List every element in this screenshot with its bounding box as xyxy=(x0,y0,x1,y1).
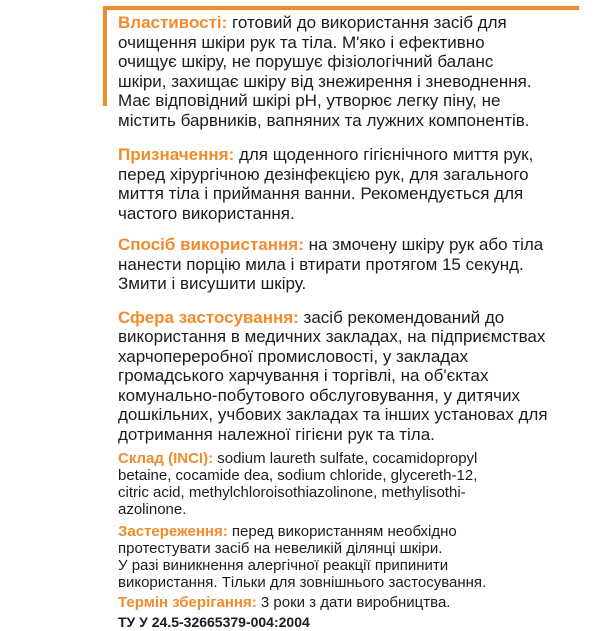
scope-line-7: дотримання належної гігієни рук та тіла. xyxy=(118,424,435,444)
storage-line-1: Термін зберігання: 3 роки з дати виробництва. xyxy=(118,594,451,611)
scope-line-5: комунально-побутового обслуговування, у дитячих xyxy=(118,385,521,405)
purpose-line-3: миття тіла і приймання ванни. Рекомендується для xyxy=(118,184,524,203)
warnings-line-1: Застереження: перед використанням необхідно xyxy=(118,523,457,540)
method-section xyxy=(118,235,592,294)
scope-line-2: використання в медичних закладах, на підприємствах xyxy=(118,327,546,346)
purpose-line-2: перед хірургічною дезінфекцією рук, для загального xyxy=(118,164,529,184)
warnings-section xyxy=(118,523,592,591)
scope-section xyxy=(118,308,592,445)
purpose-line-4: частого використання. xyxy=(118,203,295,223)
tu-standard-code: ТУ У 24.5-32665379-004:2004 xyxy=(118,614,310,630)
scope-heading: Сфера застосування: xyxy=(118,307,299,327)
inci-line-1: Склад (INCI): sodium laureth sulfate, cocamidopropyl xyxy=(118,450,478,467)
purpose-line-1: Призначення: для щоденного гігієнічного миття рук, xyxy=(118,145,534,164)
purpose-heading: Призначення: xyxy=(118,145,235,164)
inci-section xyxy=(118,450,592,518)
properties-line-6: містить барвників, вапняних та лужних компонентів. xyxy=(118,110,530,130)
method-line-1: Спосіб використання: на змочену шкіру рук або тіла xyxy=(118,235,544,254)
inci-line-2: betaine, cocamide dea, sodium chloride, glycereth-12, xyxy=(118,467,478,484)
method-line-2: нанести порцію мила і втирати протягом 15 секунд. xyxy=(118,254,524,274)
properties-line-2: очищення шкіри рук та тіла. М'яко і ефективно xyxy=(118,32,485,52)
storage-heading: Термін зберігання: xyxy=(118,594,257,611)
method-line-3: Змити і висушити шкіру. xyxy=(118,274,307,293)
label-text-block xyxy=(118,13,592,631)
properties-line-3: очищує шкіру, не порушує фізіологічний баланс xyxy=(118,52,494,71)
properties-line-5: Має відповідний шкірі pH, утворює легку піну, не xyxy=(118,91,501,110)
storage-section xyxy=(118,594,592,611)
warnings-line-2: протестувати засіб на невеликій ділянці шкіри. xyxy=(118,540,443,557)
properties-heading: Властивості: xyxy=(118,13,228,32)
scope-line-1: Сфера застосування: засіб рекомендований до xyxy=(118,307,505,327)
warnings-line-4: використання. Тільки для зовнішнього застосування. xyxy=(118,574,487,591)
inci-line-4: azolinone. xyxy=(118,501,187,518)
orange-left-rule xyxy=(103,6,107,106)
properties-line-4: шкіри, захищає шкіру від знежирення і зневоднення. xyxy=(118,71,532,91)
inci-line-3: citric acid, methylchloroisothiazolinone, methylisothi- xyxy=(118,484,466,501)
method-heading: Спосіб використання: xyxy=(118,235,304,254)
orange-top-rule xyxy=(103,6,579,10)
properties-section xyxy=(118,13,592,130)
properties-line-1: Властивості: готовий до використання засіб для xyxy=(118,13,507,32)
warnings-line-3: У разі виникнення алергічної реакції припинити xyxy=(118,557,449,574)
scope-line-6: дошкільних, учбових закладах та інших установах для xyxy=(118,405,548,424)
warnings-heading: Застереження: xyxy=(118,523,228,540)
inci-heading: Склад (INCI): xyxy=(118,450,214,467)
scope-line-4: громадського харчування і торгівлі, на об'єктах xyxy=(118,366,489,385)
scope-line-3: харчопереробної промисловості, у закладах xyxy=(118,346,469,366)
purpose-section xyxy=(118,145,592,223)
